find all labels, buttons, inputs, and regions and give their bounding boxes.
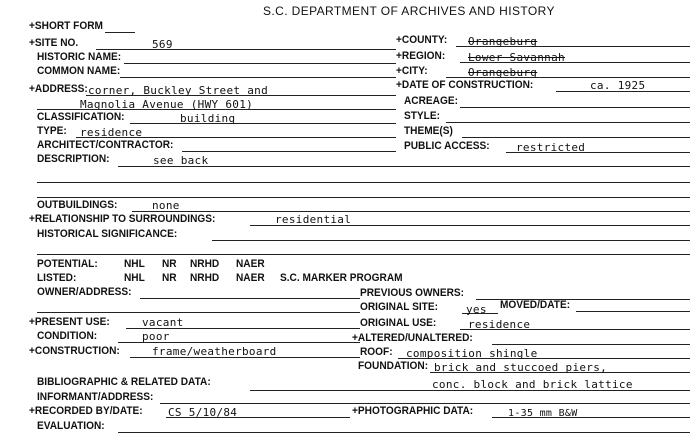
style-label: STYLE: <box>404 110 440 122</box>
short-form-label: +SHORT FORM <box>29 20 103 32</box>
owner-line-2 <box>37 312 360 313</box>
outbuildings-label: OUTBUILDINGS: <box>37 199 118 211</box>
potential-nrhd: NRHD <box>190 258 220 270</box>
site-no-line <box>96 49 396 50</box>
outbuildings-value: none <box>152 199 180 212</box>
construction-value: frame/weatherboard <box>152 345 277 358</box>
potential-nhl: NHL <box>124 258 145 270</box>
date-of-construction-value: ca. 1925 <box>590 79 646 92</box>
classification-value: building <box>180 112 236 125</box>
common-name-line <box>120 77 396 78</box>
construction-label: +CONSTRUCTION: <box>29 345 120 357</box>
evaluation-label: EVALUATION: <box>37 420 105 432</box>
county-label: +COUNTY: <box>396 34 448 46</box>
informant-label: INFORMANT/ADDRESS: <box>37 391 154 403</box>
moved-date-line <box>576 311 690 312</box>
bibliographic-label: BIBLIOGRAPHIC & RELATED DATA: <box>37 376 211 388</box>
present-use-value: vacant <box>142 316 184 329</box>
region-label: +REGION: <box>396 50 446 62</box>
recorded-by-label: +RECORDED BY/DATE: <box>29 405 143 417</box>
themes-line <box>462 137 690 138</box>
form-title: S.C. DEPARTMENT OF ARCHIVES AND HISTORY <box>263 4 555 18</box>
historical-significance-label: HISTORICAL SIGNIFICANCE: <box>37 228 178 240</box>
listed-naer: NAER <box>236 272 265 284</box>
type-label: TYPE: <box>37 125 67 137</box>
relationship-value: residential <box>275 213 352 226</box>
description-label: DESCRIPTION: <box>37 153 110 165</box>
altered-line <box>492 344 690 345</box>
photographic-data-value: 1-35 mm B&W <box>508 408 578 419</box>
address-value-1: corner, Buckley Street and <box>88 84 268 97</box>
condition-value: poor <box>142 330 170 343</box>
description-line-3 <box>37 197 690 198</box>
significance-line-1 <box>212 240 690 241</box>
foundation-value-1: brick and stuccoed piers, <box>434 361 608 374</box>
photographic-data-label: +PHOTOGRAPHIC DATA: <box>352 405 474 417</box>
description-line-2 <box>37 182 690 183</box>
county-value: Orangeburg <box>468 35 538 48</box>
short-form-line <box>105 32 135 33</box>
owner-address-label: OWNER/ADDRESS: <box>37 286 132 298</box>
roof-value: composition shingle <box>406 347 538 360</box>
listed-nr: NR <box>162 272 177 284</box>
region-value: Lower Savannah <box>468 51 565 64</box>
city-label: +CITY: <box>396 65 428 77</box>
listed-nrhd: NRHD <box>190 272 220 284</box>
architect-line <box>182 151 396 152</box>
original-site-value: yes <box>466 303 487 316</box>
site-no-value: 569 <box>152 38 173 51</box>
type-value: residence <box>80 126 143 139</box>
acreage-line <box>460 107 690 108</box>
moved-date-label: MOVED/DATE: <box>500 299 571 311</box>
acreage-label: ACREAGE: <box>404 95 458 107</box>
significance-line-2 <box>37 254 690 255</box>
altered-label: +ALTERED/UNALTERED: <box>352 332 473 344</box>
public-access-value: restricted <box>516 141 586 154</box>
style-line <box>446 122 690 123</box>
relationship-label: +RELATIONSHIP TO SURROUNDINGS: <box>29 213 216 225</box>
potential-naer: NAER <box>236 258 265 270</box>
previous-owners-label: PREVIOUS OWNERS: <box>360 287 465 299</box>
common-name-label: COMMON NAME: <box>37 65 121 77</box>
historic-name-line <box>124 63 396 64</box>
original-site-label: ORIGINAL SITE: <box>360 301 438 313</box>
potential-label: POTENTIAL: <box>37 258 98 270</box>
themes-label: THEME(S) <box>404 125 453 137</box>
date-of-construction-label: +DATE OF CONSTRUCTION: <box>396 79 534 91</box>
informant-line <box>160 403 690 404</box>
owner-line-1 <box>140 298 360 299</box>
address-value-2: Magnolia Avenue (HWY 601) <box>80 98 254 111</box>
evaluation-line <box>118 432 690 433</box>
address-line-2 <box>37 109 396 110</box>
listed-label: LISTED: <box>37 272 77 284</box>
condition-label: CONDITION: <box>37 330 98 342</box>
sc-marker-program: S.C. MARKER PROGRAM <box>280 272 403 284</box>
present-use-label: +PRESENT USE: <box>29 316 110 328</box>
listed-nhl: NHL <box>124 272 145 284</box>
architect-label: ARCHITECT/CONTRACTOR: <box>37 139 174 151</box>
foundation-label: FOUNDATION: <box>358 360 429 372</box>
foundation-value-2: conc. block and brick lattice <box>432 378 633 391</box>
roof-label: ROOF: <box>360 346 393 358</box>
outbuildings-line <box>132 211 690 212</box>
site-no-label: +SITE NO. <box>29 37 79 49</box>
classification-line <box>130 123 396 124</box>
potential-nr: NR <box>162 258 177 270</box>
historic-name-label: HISTORIC NAME: <box>37 51 122 63</box>
classification-label: CLASSIFICATION: <box>37 111 125 123</box>
original-use-label: ORIGINAL USE: <box>360 317 437 329</box>
original-use-value: residence <box>468 318 531 331</box>
description-value: see back <box>153 154 209 167</box>
public-access-label: PUBLIC ACCESS: <box>404 140 490 152</box>
recorded-by-value: CS 5/10/84 <box>168 406 238 419</box>
city-value: Orangeburg <box>468 66 538 79</box>
address-label: +ADDRESS: <box>29 83 88 95</box>
